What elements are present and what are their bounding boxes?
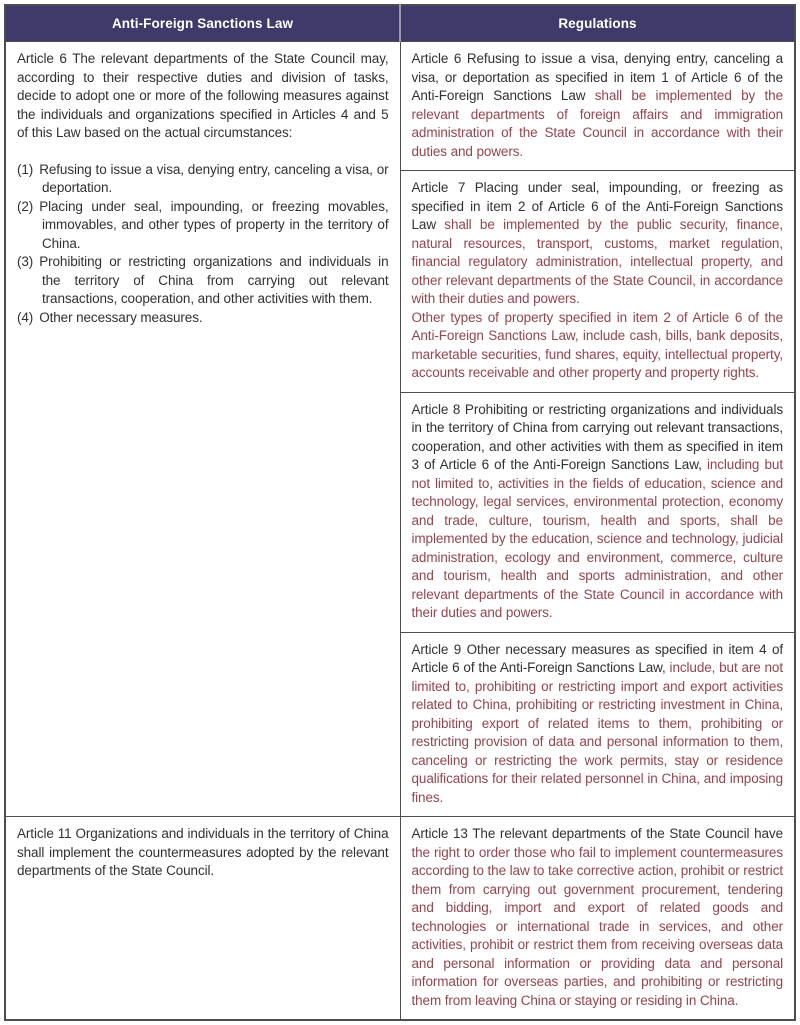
reg-article7-plain-text: Article 7 Placing under seal, impounding, or freezing as specified in item 2 of Article 6 of the Anti-Foreign Sanctions Law	[411, 180, 783, 232]
reg-article9-paragraph	[412, 641, 784, 808]
column-header-regulations-label: Regulations	[558, 16, 637, 31]
list-item-text: Refusing to issue a visa, denying entry, canceling a visa, or deportation.	[39, 161, 389, 195]
reg-article13-highlight-text: the right to order those who fail to implement countermeasures according to the law to take corrective action, prohibit or restrict them from carrying out government procurement, tendering and bidding, import and export of related goods and technologies or international trade in services, and other activities, prohibit or restrict them from receiving overseas data and personal information or providing data and personal information for overseas parties, and prohibiting or restricting them from leaving China or staying or residing in China.	[411, 844, 783, 1008]
list-item	[17, 198, 389, 254]
reg-article6-cell	[400, 42, 795, 171]
list-item	[17, 161, 389, 198]
list-item-number: (3)	[17, 254, 34, 269]
reg-article9-plain-text: Article 9 Other necessary measures as specified in item 4 of Article 6 of the Anti-Foreign Sanctions Law,	[411, 641, 783, 675]
reg-article7-paragraph-1	[412, 179, 784, 309]
reg-article6-highlight-text: shall be implemented by the relevant departments of foreign affairs and immigration administration of the State Council in accordance with their duties and powers.	[411, 88, 783, 159]
list-item-text: Prohibiting or restricting organizations and individuals in the territory of China from carrying out relevant transactions, cooperation, and other activities with them.	[39, 254, 389, 306]
reg-article6-paragraph	[412, 50, 784, 161]
law-article6-list	[17, 161, 389, 328]
law-article11-paragraph: Article 11 Organizations and individuals in the territory of China shall implement the countermeasures adopted by the relevant departments of the State Council.	[17, 826, 389, 878]
column-header-regulations	[400, 5, 795, 42]
reg-article13-cell	[400, 817, 795, 1021]
reg-article6-plain-text: Article 6 Refusing to issue a visa, denying entry, canceling a visa, or deportation as specified in item 1 of Article 6 of the Anti-Foreign Sanctions Law	[411, 51, 783, 103]
table-row	[5, 817, 795, 1021]
reg-article8-paragraph	[412, 401, 784, 623]
table-row	[5, 42, 795, 171]
reg-article7-cell	[400, 171, 795, 393]
comparison-table	[4, 4, 796, 1021]
law-article6-cell	[5, 42, 400, 817]
reg-article8-plain-text: Article 8 Prohibiting or restricting organizations and individuals in the territory of China from carrying out relevant transactions, cooperation, and other activities with them as specified in item 3 of Article 6 of the Anti-Foreign Sanctions Law,	[411, 401, 783, 472]
law-article11-cell	[5, 817, 400, 1021]
column-header-law-label: Anti-Foreign Sanctions Law	[111, 16, 294, 31]
reg-article9-cell	[400, 632, 795, 817]
list-item	[17, 253, 389, 309]
list-item-number: (1)	[17, 161, 34, 177]
list-item-number: (4)	[17, 309, 34, 325]
law-article6-intro: Article 6 The relevant departments of the State Council may, according to their respective duties and division of tasks, decide to adopt one or more of the following measures against the individuals and organizations specified in Articles 4 and 5 of this Law based on the actual circumstances:	[17, 51, 389, 140]
reg-article13-plain-text: Article 13 The relevant departments of the State Council have	[411, 826, 783, 841]
list-item-text: Placing under seal, impounding, or freezing movables, immovables, and other types of property in the territory of China.	[39, 198, 389, 251]
reg-article8-cell	[400, 392, 795, 632]
column-header-law	[5, 5, 400, 42]
reg-article7-highlight-text: shall be implemented by the public security, finance, natural resources, transport, customs, market regulation, financial regulatory administration, intellectual property, and other relevant departments of the State Council, in accordance with their duties and powers.	[411, 217, 783, 306]
header-row	[5, 5, 795, 42]
list-item	[17, 309, 389, 328]
list-item-text: Other necessary measures.	[39, 309, 203, 325]
reg-article13-paragraph	[412, 825, 784, 1010]
reg-article8-highlight-text: including but not limited to, activities in the fields of education, science and technology, legal services, environmental protection, economy and trade, culture, tourism, health and sports, shall be implemented by the education, science and technology, judicial administration, ecology and environment, commerce, culture and tourism, health and sports administration, and other relevant departments of the State Council in accordance with their duties and powers.	[411, 457, 783, 620]
list-item-number: (2)	[17, 198, 34, 214]
reg-article9-highlight-text: include, but are not limited to, prohibiting or restricting import and export activities related to China, prohibiting or restricting investment in China, prohibiting export of related items to them, prohibiting or restricting provision of data and personal information to them, canceling or restricting the work permits, stay or residence qualifications for their related personnel in China, and imposing fines.	[411, 660, 783, 805]
reg-article7-paragraph-2: Other types of property specified in item 2 of Article 6 of the Anti-Foreign Sanctions Law, include cash, bills, bank deposits, marketable securities, fund shares, equity, intellectual property, accounts receivable and other property and property rights.	[411, 309, 783, 380]
